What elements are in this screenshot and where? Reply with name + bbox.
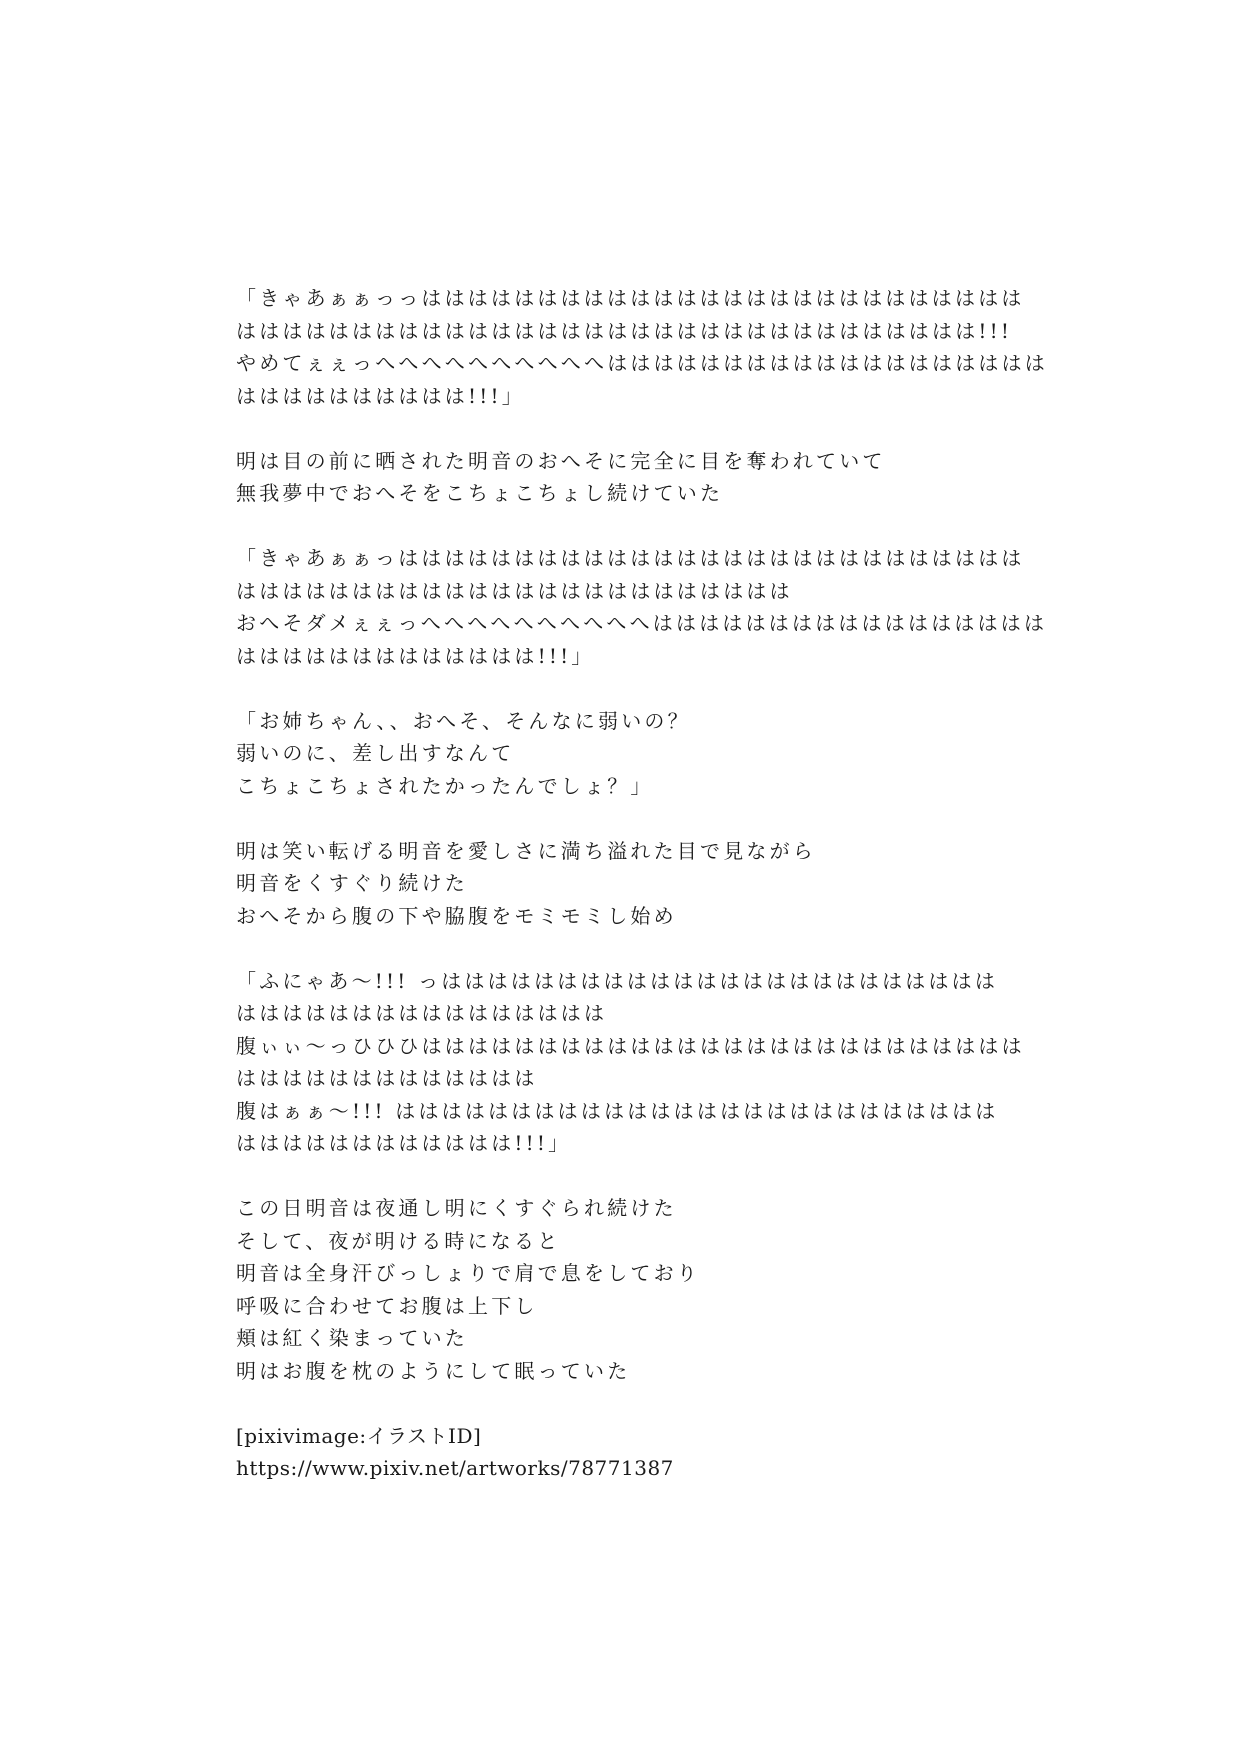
text-line: はははははははははははははははははははははははははははははははは!!! <box>236 318 1013 343</box>
text-line: 「きゃあぁぁっははははははははははははははははははははははははははは <box>236 546 1025 570</box>
text-line: 明音をくすぐり続けた <box>236 871 468 895</box>
text-line: 「ふにゃあ〜!!! っはははははははははははははははははははははははは <box>236 968 999 993</box>
text-line: はははははははははははは!!!」 <box>236 1131 572 1155</box>
text-line: こちょこちょされたかったんでしょ？」 <box>236 773 654 798</box>
text-line: 明は目の前に晒された明音のおへそに完全に目を奪われていて <box>236 448 886 473</box>
dialogue-paragraph-1 <box>236 282 1048 412</box>
text-line: 明はお腹を枕のようにして眠っていた <box>236 1358 631 1383</box>
narration-paragraph-1 <box>236 445 1016 510</box>
source-footer <box>236 1420 1016 1485</box>
text-line: はははははははははははははははははははははははは <box>236 578 793 603</box>
dialogue-paragraph-4 <box>236 965 1025 1160</box>
text-line: ははははははははははははは <box>236 1066 538 1090</box>
artwork-url: https://www.pixiv.net/artworks/78771387 <box>236 1456 674 1480</box>
story-text <box>236 282 1048 1517</box>
text-line: 頬は紅く染まっていた <box>236 1326 468 1350</box>
text-line: 弱いのに、差し出すなんて <box>236 741 515 765</box>
text-line: 「お姉ちゃん、、おへそ、そんなに弱いの？ <box>236 708 691 733</box>
text-line: はははははははははは!!!」 <box>236 383 525 408</box>
dialogue-paragraph-2 <box>236 542 1048 672</box>
text-line: やめてぇぇっへへへへへへへへへへははははははははははははははははははは <box>236 351 1048 375</box>
text-line: 呼吸に合わせてお腹は上下し <box>236 1293 538 1318</box>
text-line: 「きゃあぁぁっっはははははははははははははははははははははははははは <box>236 286 1025 310</box>
text-line: おへそから腹の下や脇腹をモミモミし始め <box>236 903 677 928</box>
text-line: はははははははははははははははは <box>236 1001 608 1025</box>
text-line: 無我夢中でおへそをこちょこちょし続けていた <box>236 481 724 505</box>
text-line: ははははははははははははは!!!」 <box>236 643 595 668</box>
dialogue-paragraph-3 <box>236 705 1016 803</box>
text-line: おへそダメぇぇっへへへへへへへへへへははははははははははははははははは <box>236 611 1048 635</box>
text-line: この日明音は夜通し明にくすぐられ続けた <box>236 1196 677 1220</box>
pixiv-image-tag: [pixivimage:イラストID] <box>236 1423 482 1448</box>
narration-paragraph-3 <box>236 1192 1016 1387</box>
text-line: そして、夜が明ける時になると <box>236 1228 561 1253</box>
text-line: 明音は全身汗びっしょりで肩で息をしており <box>236 1261 700 1285</box>
text-line: 腹ぃぃ〜っひひひはははははははははははははははははははははははははは <box>236 1033 1025 1058</box>
text-line: 明は笑い転げる明音を愛しさに満ち溢れた目で見ながら <box>236 838 816 863</box>
narration-paragraph-2 <box>236 835 1016 933</box>
text-line: 腹はぁぁ〜!!! はははははははははははははははははははははははははは <box>236 1098 999 1123</box>
